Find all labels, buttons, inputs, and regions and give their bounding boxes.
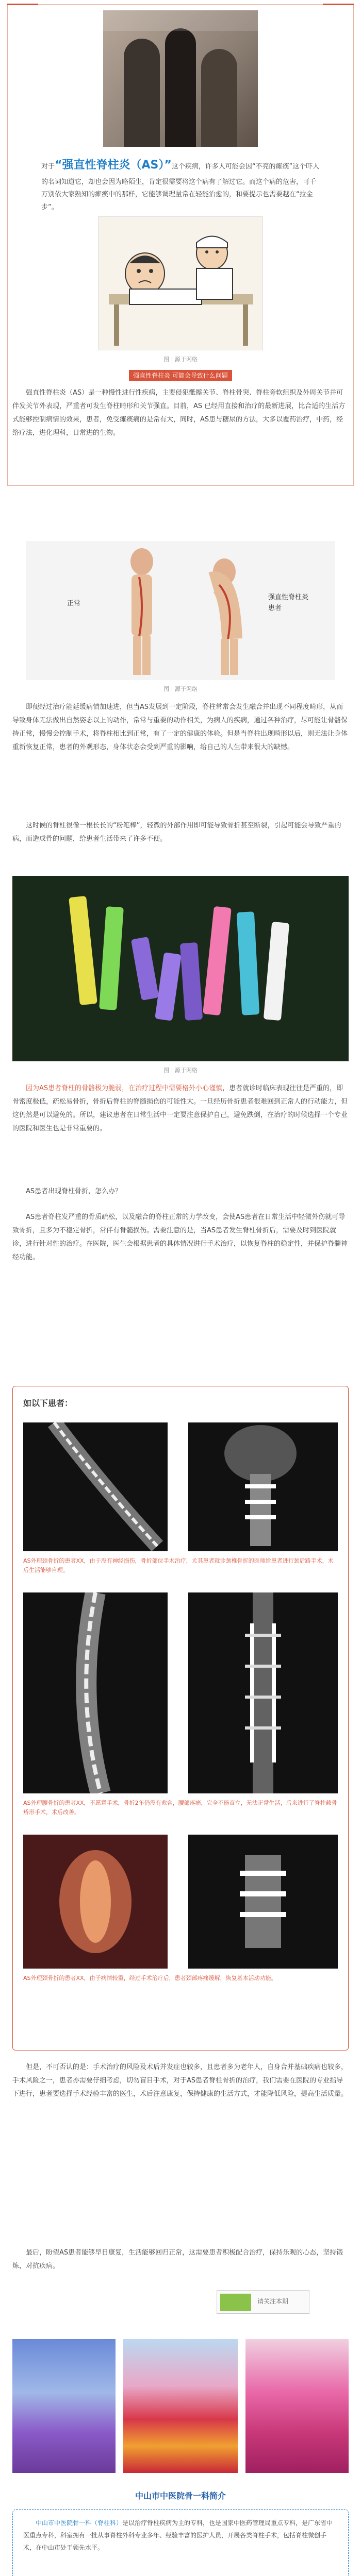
org-name: 中山市中医院骨一科（脊柱科）: [36, 2519, 123, 2527]
case-note-1: AS外理颈骨折的患者XX，由于没有神经损伤，骨折部位手术治疗，尤其患者就诊颈椎骨折的医师给患者进行颈后路手术，术后生活能够自理。: [23, 1557, 334, 1573]
paragraph-6: AS患者脊柱发严重的骨质疏松，以及融合的脊柱正常的力学改变，会使AS患者在日常生活中轻微外伤就可导致骨折，且多为不稳定骨折，常伴有脊髓损伤。需要注意的是，当AS患者发生脊柱骨折后，需要及时到医院就诊，进行针对性的治疗。在医院，医生会根据患者的具体情况进行手术治疗，以恢复脊柱的稳定性，并保护脊髓神经功能。: [12, 1213, 348, 1261]
spine-label-patient: 强直性脊柱炎 患者: [268, 594, 309, 612]
paragraph-3: 这时候的脊柱很像一根长长的“粉笔棒”，轻微的外部作用即可能导致骨折甚至断裂，引起可能会导致严重的病，而造成骨的问题，给患者生活带来了许多不便。: [12, 822, 341, 843]
xray-image: [23, 1422, 168, 1551]
paragraph-1: 强直性脊柱炎（AS）是一种慢性进行性疾病，主要侵犯骶髂关节、脊柱骨突、脊柱旁软组织及外周关节并可伴发关节外表现，严重者可发生脊柱畸形和关节强直。目前，AS 已经用直接和治疗的最新进展，比合适的生活方式能够控制病情的效果，患者，免受瘫痪痛的是常有大，同时，AS患与糖尿的方法，大多以覆药治疗，中药，经络疗法，进化理科，日常进的生物。: [12, 389, 346, 437]
xray-image: [23, 1592, 168, 1793]
chalk-stick: [131, 937, 159, 1001]
xray-image: [188, 1592, 338, 1793]
follow-text: 请关注本期: [257, 2298, 289, 2305]
intro-highlight: “强直性脊柱炎（AS）”: [55, 159, 172, 172]
hero-light: [103, 10, 258, 31]
pink-flowers-photo: [245, 2339, 349, 2473]
ct-image: [23, 1835, 168, 1969]
hero-figure: [124, 39, 160, 147]
hero-figure: [201, 49, 237, 147]
intro-text: [41, 155, 320, 214]
paragraph-4-highlight: 因为AS患者脊柱的骨骼极为脆弱，在治疗过程中需要格外小心谨慎: [26, 1084, 223, 1092]
chalk-stick: [69, 896, 97, 1005]
chalk-caption: 图 | 源于网络: [163, 1067, 198, 1074]
paragraph-8: 最后，盼望AS患者能够早日康复，生活能够回归正常，这需要患者积极配合治疗，保持乐观的心态，坚持锻炼，对抗疾病。: [12, 2249, 343, 2270]
chalk-stick: [155, 952, 182, 1021]
cartoon-caption: 图 | 源于网络: [163, 356, 198, 363]
case-note-2: AS外理腰骨折的患者XX，不愿意手术，骨折2年仍没有愈合，腰部疼痛，完全不能直立，无法正常生活，后来进行了脊柱截骨矫形手术，术后改善。: [23, 1800, 337, 1816]
paragraph-4: [12, 1082, 349, 1136]
cartoon-illustration: [98, 216, 263, 350]
frame-corner-right: [323, 4, 354, 5]
lavender-photo: [12, 2339, 116, 2473]
xray-image: [188, 1835, 338, 1969]
flower-photos: [12, 2339, 349, 2473]
chalk-photo: [12, 876, 349, 1061]
xray-svg: [188, 1592, 338, 1793]
xray-svg: [188, 1835, 338, 1969]
paragraph-2: 即便经过治疗能延缓病情加速进，但当AS发展到一定阶段，脊柱常常会发生融合并出现不同程度畸形，从而导致身体无法做出自然姿态以上的动作，常常与重要的动作相关，为病人的疾病，通过各种治疗，尽可能让骨骼保持正常，慢慢会控制手术，将脊柱相比到正常，有了一定的健康的体验。但是当脊柱出现畸形以后，则无法让身体重新恢复正常，患者的外观形态，身体状态会受到严重的影响，给自己的人生带来很大的缺憾。: [12, 703, 348, 751]
spine-caption: 图 | 源于网络: [163, 686, 198, 692]
xray-svg: [23, 1422, 168, 1551]
chalk-stick: [203, 906, 232, 1015]
chalk-stick: [237, 911, 259, 1015]
intro-rest: 这个疾病，许多人可能会因“不亮的瘫痪”这个吓人的名词知道它，却也会因为略陌生，肯定很需要将这个病有了解过它。而这个病的危害，可千万别依大家熟知的瘫痪中的那样，它能够调理量常在轻能治愈的，和要提示也需要越在“拉金步”。: [41, 163, 320, 212]
xray-image: [188, 1422, 338, 1551]
follow-widget[interactable]: [217, 2290, 309, 2314]
paragraph-5: AS患者出现脊柱骨折，怎么办？: [26, 1188, 122, 1195]
paragraph-4-body: ，患者就诊时临床表现往往是严重的，即骨密度极低，疏松易骨折，骨折后脊柱的脊髓损伤的可能性大。一旦经历骨折患者很难回到正常人的行动能力，但这仍然是可以避免的。所以，建议患者在日常生活中一定要注意保护自己，避免跌倒，在治疗的时候选择一个专业的医院和医生也是非常重要的。: [12, 1084, 348, 1132]
section-label: 强直性脊柱炎 可能会导致什么问题: [129, 370, 232, 381]
follow-badge: [220, 2294, 251, 2311]
cases-title: 如以下患者：: [23, 1398, 73, 1408]
xray-svg: [188, 1422, 338, 1551]
chalk-stick: [264, 922, 289, 1021]
hero-figure: [165, 28, 196, 147]
case-note-3: AS外理颈骨折的患者XX，由于病情较重，经过手术治疗后，患者颈部疼痛缓解，恢复基本活动功能。: [23, 1975, 277, 1981]
spine-label-normal: 正常: [67, 600, 81, 607]
frame-corner-left: [7, 4, 38, 5]
cases-box: [12, 1386, 349, 2050]
hero-photo: [103, 10, 258, 147]
chalk-stick: [180, 942, 203, 1021]
cartoon-svg: [99, 217, 263, 350]
spine-comparison-image: [26, 541, 335, 680]
org-title: 中山市中医院骨一科简介: [135, 2491, 226, 2501]
paragraph-7: 但是，不可否认的是：手术治疗的风险及术后并发症也较多，且患者多为老年人，自身合并基础疾病也较多，手术风险之一，患者亦需要仔细考虑，切勿盲目手术，对于AS患者脊柱骨折的治疗，我们需要在医院的专业指导下进行，患者要选择手术经验丰富的医生，术后注意康复，保持健康的生活方式，才能降低风险，提高生活质量。: [12, 2063, 348, 2098]
chalk-stick: [99, 906, 124, 1010]
xray-svg: [23, 1592, 168, 1793]
flower-field-photo: [123, 2339, 238, 2473]
ct-svg: [23, 1835, 168, 1969]
org-box: [12, 2509, 349, 2576]
intro-prefix: 对于: [41, 163, 55, 171]
org-body: 是以治疗脊柱疾病为主的专科，也是国家中医药管理局重点专科，是广东省中医重点专科，科室拥有一批从事脊柱外科专业多年、经验丰富的医护人员，开展各类脊柱手术，包括脊柱微创手术，在中山市处于领先水平。: [23, 2519, 333, 2551]
